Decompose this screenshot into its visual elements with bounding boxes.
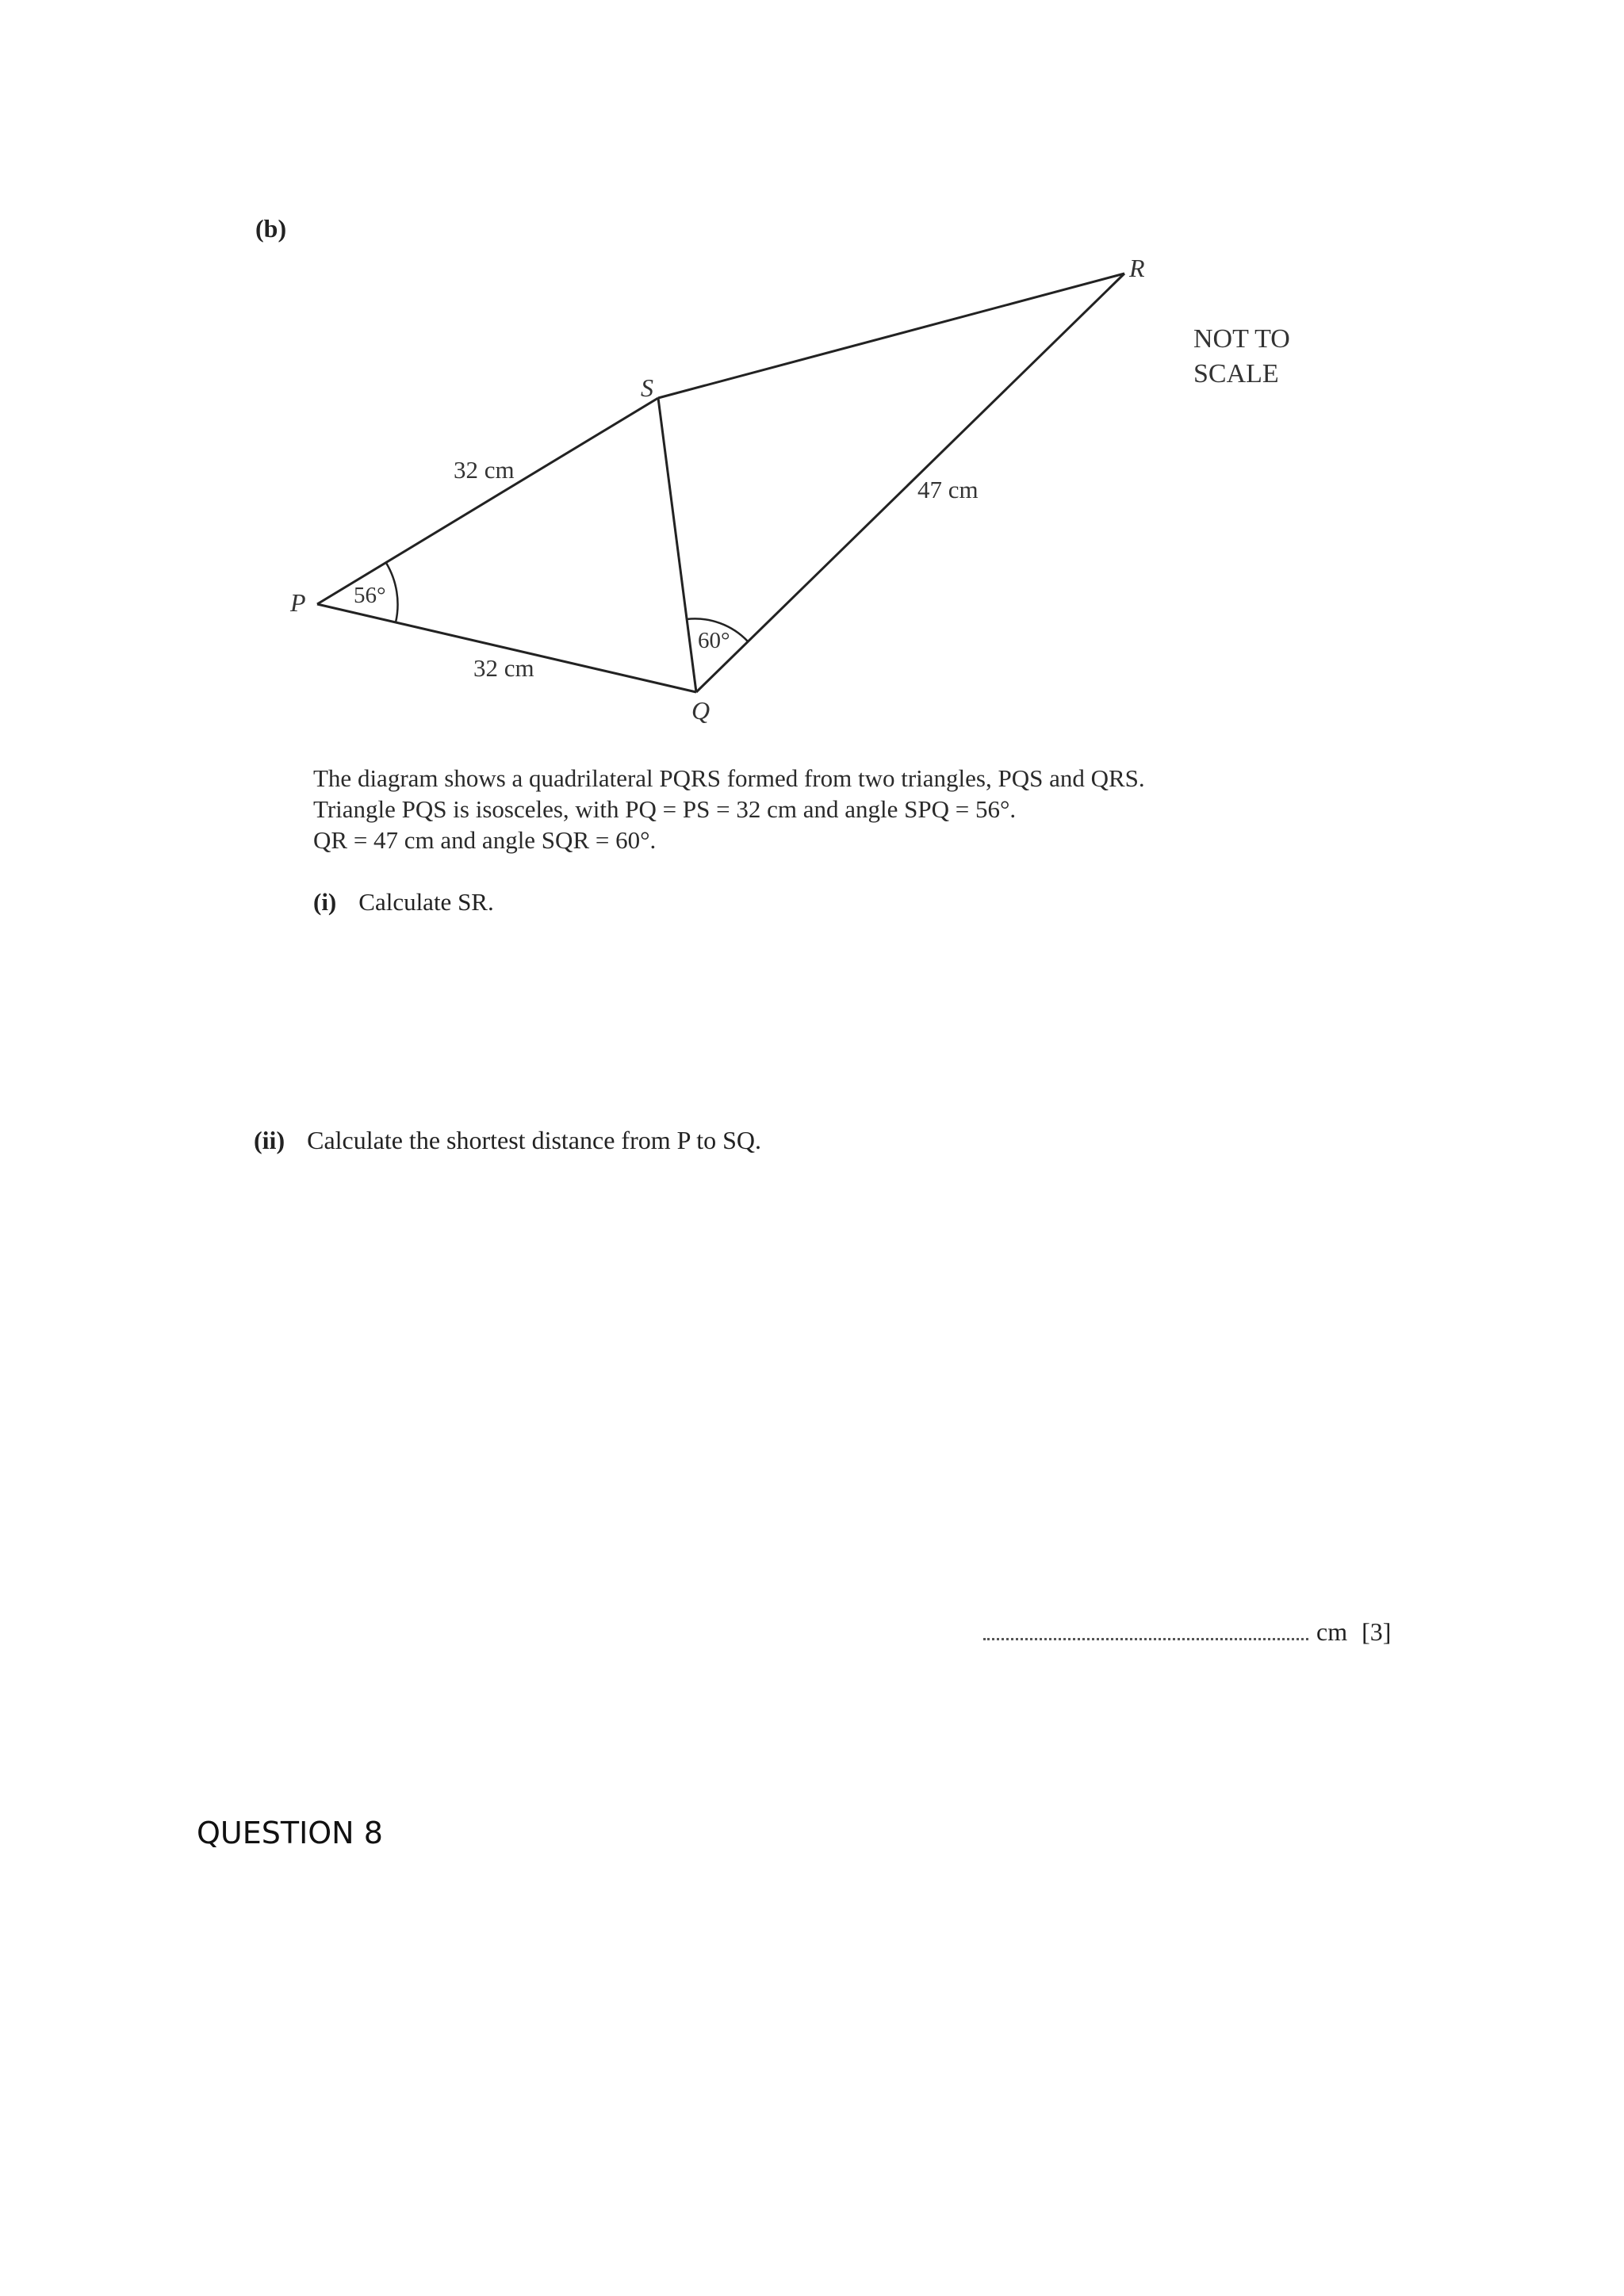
problem-statement	[313, 763, 1145, 855]
statement-line-2: Triangle PQS is isosceles, with PQ = PS = 32 cm and angle SPQ = 56°.	[313, 795, 1017, 823]
question-ii-text: Calculate the shortest distance from P to SQ.	[307, 1126, 762, 1154]
question-i	[313, 888, 494, 916]
vertex-label-p: P	[290, 588, 306, 617]
question-i-text: Calculate SR.	[358, 888, 494, 916]
length-label-pq: 32 cm	[473, 654, 534, 682]
quadrilateral-diagram	[0, 0, 1624, 761]
not-to-scale-line-2: SCALE	[1193, 359, 1279, 388]
angle-label-p: 56°	[354, 583, 386, 608]
answer-unit: cm	[1316, 1617, 1348, 1646]
part-label: (b)	[255, 214, 287, 243]
side-sq	[658, 398, 696, 692]
side-ps	[317, 398, 658, 604]
statement-line-3: QR = 47 cm and angle SQR = 60°.	[313, 826, 657, 854]
side-sr	[658, 274, 1124, 398]
question-i-number: (i)	[313, 888, 337, 916]
length-label-qr: 47 cm	[917, 476, 979, 503]
question-ii	[254, 1126, 761, 1155]
question-ii-number: (ii)	[254, 1126, 285, 1154]
question-heading: QUESTION 8	[197, 1816, 383, 1850]
answer-line	[983, 1617, 1391, 1647]
answer-blank[interactable]	[983, 1622, 1308, 1640]
vertex-label-q: Q	[691, 696, 710, 725]
angle-arc-p	[386, 563, 398, 622]
vertex-label-s: S	[641, 373, 653, 402]
angle-label-q: 60°	[698, 628, 730, 653]
vertex-label-r: R	[1129, 254, 1145, 282]
marks-label: [3]	[1362, 1617, 1392, 1646]
side-qr	[696, 274, 1124, 692]
not-to-scale-line-1: NOT TO	[1193, 324, 1290, 354]
length-label-ps: 32 cm	[454, 456, 515, 484]
statement-line-1: The diagram shows a quadrilateral PQRS formed from two triangles, PQS and QRS.	[313, 764, 1145, 792]
